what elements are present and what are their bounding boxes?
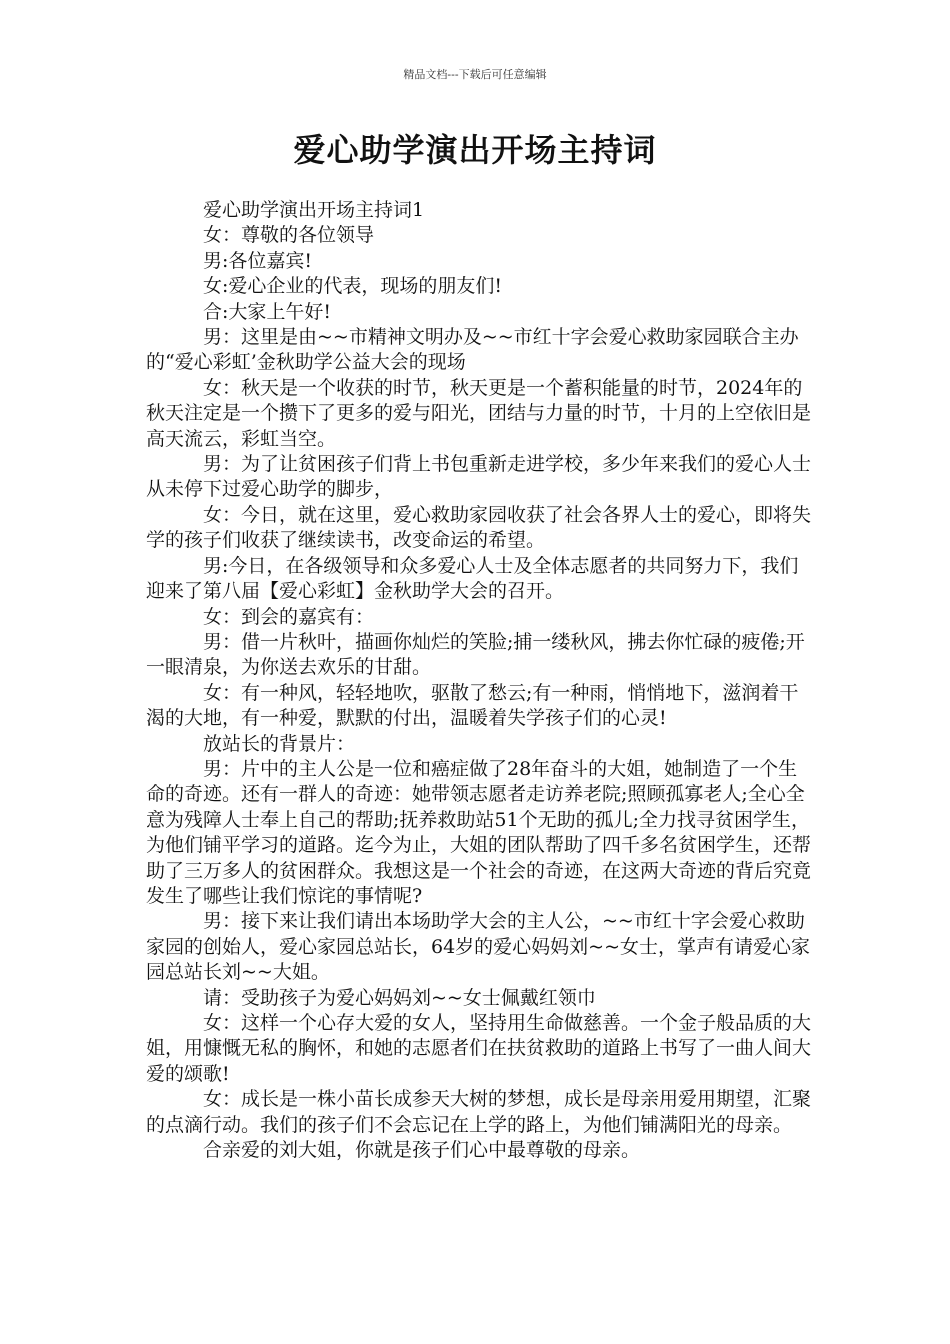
paragraph: 男：借一片秋叶，描画你灿烂的笑脸;捕一缕秋风，拂去你忙碌的疲倦;开一眼清泉，为你送去欢乐的甘甜。 (146, 630, 805, 679)
page-header: 精品文档---下载后可任意编辑 (403, 68, 547, 81)
paragraph: 女:爱心企业的代表，现场的朋友们! (203, 275, 503, 298)
paragraph: 男：为了让贫困孩子们背上书包重新走进学校，多少年来我们的爱心人士从未停下过爱心助学的脚步， (146, 453, 812, 501)
paragraph: 合亲爱的刘大姐，你就是孩子们心中最尊敬的母亲。 (203, 1139, 641, 1162)
paragraph: 女：这样一个心存大爱的女人，坚持用生命做慈善。一个金子般品质的大姐，用慷慨无私的胸怀，和她的志愿者们在扶贫救助的道路上书写了一曲人间大爱的颂歌! (146, 1012, 812, 1085)
paragraph: 女：有一种风，轻轻地吹，驱散了愁云;有一种雨，悄悄地下，滋润着干渴的大地，有一种爱，默默的付出，温暖着失学孩子们的心灵! (146, 681, 799, 730)
paragraph: 爱心助学演出开场主持词1 (203, 199, 425, 221)
paragraph: 男：这里是由~~市精神文明办及~~市红十字会爱心救助家园联合主办的“爱心彩虹’金秋助学公益大会的现场 (146, 326, 799, 374)
paragraph: 男：片中的主人公是一位和癌症做了28年奋斗的大姐，她制造了一个生命的奇迹。还有一群人的奇迹：她带领志愿者走访养老院;照顾孤寡老人;全心全意为残障人士奉上自己的帮助;抚养救助站51个无助的孤儿;全力找寻贫困学生，为他们铺平学习的道路。迄今为止，大姐的团队帮助了四千多名贫困学生，还帮助了三万多人的贫困群众。我想这是一个社会的奇迹，在这两大奇迹的背后究竟发生了哪些让我们惊诧的事情呢? (146, 757, 812, 907)
document-title: 爱心助学演出开场主持词 (293, 131, 657, 169)
paragraph: 男:今日，在各级领导和众多爱心人士及全体志愿者的共同努力下，我们迎来了第八届【爱心彩虹】金秋助学大会的召开。 (146, 554, 799, 603)
paragraph: 男:各位嘉宾! (203, 249, 313, 272)
paragraph: 合:大家上午好! (203, 300, 332, 323)
paragraph: 女：秋天是一个收获的时节，秋天更是一个蓄积能量的时节，2024年的秋天注定是一个攒下了更多的爱与阳光，团结与力量的时节，十月的上空依旧是高天流云，彩虹当空。 (146, 376, 812, 450)
paragraph: 女：成长是一株小苗长成参天大树的梦想，成长是母亲用爱用期望，汇聚的点滴行动。我们的孩子们不会忘记在上学的路上，为他们铺满阳光的母亲。 (146, 1088, 812, 1136)
paragraph: 女：尊敬的各位领导 (203, 224, 375, 247)
paragraph: 女：今日，就在这里，爱心救助家园收获了社会各界人士的爱心，即将失学的孩子们收获了继续读书，改变命运的希望。 (146, 503, 812, 552)
paragraph: 男：接下来让我们请出本场助学大会的主人公，~~市红十字会爱心救助家园的创始人，爱心家园总站长，64岁的爱心妈妈刘~~女士，掌声有请爱心家园总站长刘~~大姐。 (146, 910, 811, 984)
document-body (146, 198, 814, 1163)
paragraph: 女：到会的嘉宾有： (203, 605, 375, 628)
paragraph: 放站长的背景片： (203, 732, 356, 755)
paragraph: 请：受助孩子为爱心妈妈刘~~女士佩戴红领巾 (203, 986, 596, 1009)
